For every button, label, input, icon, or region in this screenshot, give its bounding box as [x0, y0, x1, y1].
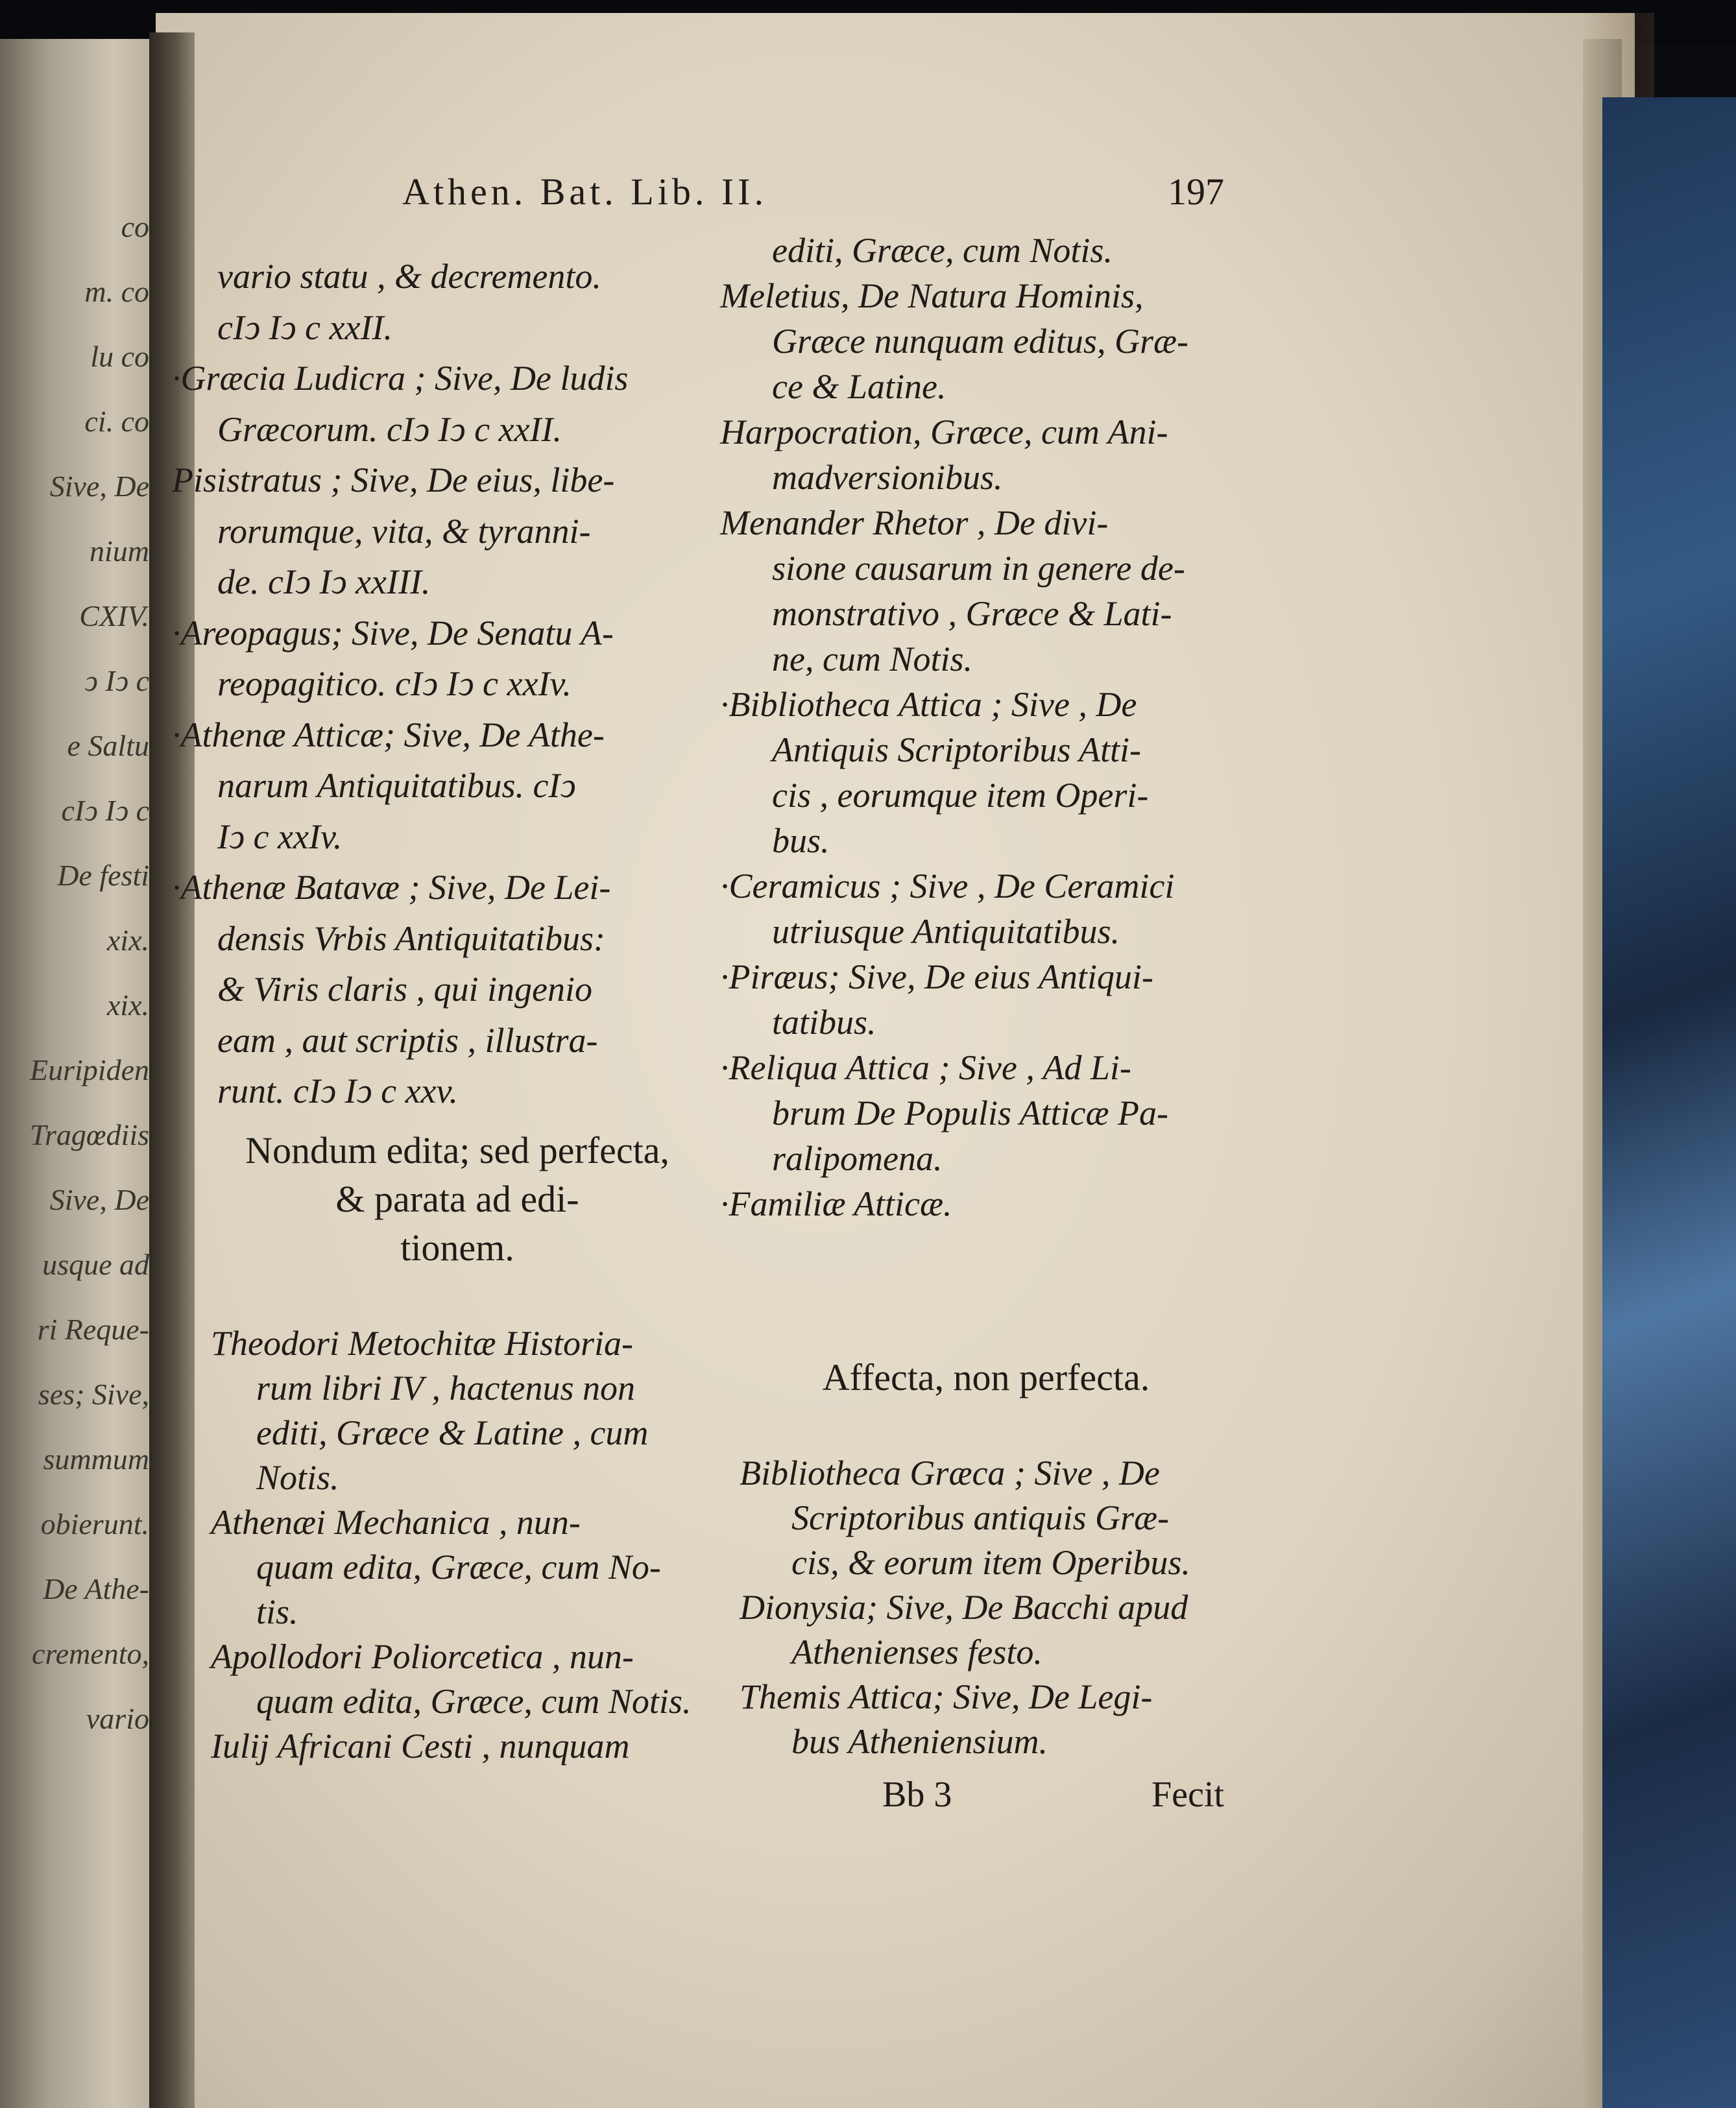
entry-line: monstrativo , Græce & Lati- — [772, 594, 1172, 633]
left-page-fragment: cremento, — [32, 1637, 149, 1670]
entry-line: Græce nunquam editus, Græ- — [772, 322, 1188, 361]
entry-line: Notis. — [256, 1458, 339, 1497]
entry-line: Theodori Metochitæ Historia- — [211, 1324, 633, 1363]
left-page-fragment: CXIV. — [79, 599, 149, 632]
entry-line: rorumque, vita, & tyranni- — [217, 511, 591, 551]
entry-line: quam edita, Græce, cum Notis. — [256, 1682, 692, 1721]
entry-line: eam , aut scriptis , illustra- — [217, 1020, 598, 1060]
entry-line: & Viris claris , qui ingenio — [217, 970, 592, 1009]
entry-line: Scriptoribus antiquis Græ- — [791, 1498, 1170, 1537]
entry-line: editi, Græce & Latine , cum — [256, 1413, 649, 1452]
entry-line: ne, cum Notis. — [772, 640, 972, 678]
left-page-fragment: ↄ Iↄ c — [84, 664, 149, 697]
left-page-fragment: ri Reque- — [37, 1313, 149, 1346]
left-page-fragment: ci. co — [84, 405, 149, 438]
entry-line: ralipomena. — [772, 1139, 943, 1178]
entry-line: editi, Græce, cum Notis. — [772, 231, 1113, 270]
entry-line: runt. cIↄ Iↄ c xxv. — [217, 1072, 458, 1110]
entry-line: densis Vrbis Antiquitatibus: — [217, 918, 606, 958]
left-page-fragment: Euripiden — [30, 1053, 149, 1086]
section-heading-unpublished-line-1: Nondum edita; sed perfecta, — [245, 1129, 669, 1171]
entry-line: Iↄ c xxIv. — [217, 817, 343, 856]
running-title: Athen. Bat. Lib. II. — [402, 171, 767, 213]
left-page-fragment: co — [121, 210, 149, 243]
left-page-fragment: De Athe- — [43, 1572, 149, 1605]
entry-line: Apollodori Poliorcetica , nun- — [211, 1637, 634, 1676]
entry-line: ·Athenæ Batavæ ; Sive, De Lei- — [172, 868, 611, 907]
entry-line: Iulij Africani Cesti , nunquam — [211, 1727, 630, 1766]
catchword: Fecit — [1151, 1775, 1224, 1815]
entry-line: Dionysia; Sive, De Bacchi apud — [740, 1588, 1188, 1627]
entry-line: cis, & eorum item Operibus. — [791, 1543, 1190, 1582]
entry-line: bus Atheniensium. — [791, 1722, 1048, 1761]
entry-line: Pisistratus ; Sive, De eius, libe- — [172, 461, 615, 499]
entry-line: ·Bibliotheca Attica ; Sive , De — [720, 685, 1137, 724]
page-number: 197 — [1168, 171, 1224, 213]
entry-line: ce & Latine. — [772, 367, 946, 406]
entry-line: narum Antiquitatibus. cIↄ — [217, 766, 576, 805]
left-page-fragment: m. co — [84, 275, 149, 308]
entry-line: cis , eorumque item Operi- — [772, 776, 1149, 815]
left-page-fragment: vario — [86, 1702, 149, 1735]
section-heading-unfinished: Affecta, non perfecta. — [822, 1356, 1150, 1398]
entry-line: de. cIↄ Iↄ xxIII. — [217, 562, 431, 601]
entry-line: Græcorum. cIↄ Iↄ c xxII. — [217, 409, 562, 449]
entry-line: Harpocration, Græce, cum Ani- — [720, 413, 1168, 451]
signature-mark: Bb 3 — [882, 1775, 952, 1815]
entry-line: quam edita, Græce, cum No- — [256, 1548, 661, 1587]
entry-line: Antiquis Scriptoribus Atti- — [772, 730, 1142, 769]
left-page-fragment: Sive, De — [49, 1183, 149, 1216]
left-page-fragment: xix. — [106, 988, 149, 1022]
left-page-fragment: lu co — [90, 340, 149, 373]
entry-line: Bibliotheca Græca ; Sive , De — [740, 1454, 1160, 1492]
left-page-fragment: cIↄ Iↄ c — [61, 794, 149, 827]
entry-line: Themis Attica; Sive, De Legi- — [740, 1677, 1153, 1716]
entry-line: sione causarum in genere de- — [772, 549, 1185, 588]
section-heading-unpublished-line-3: tionem. — [400, 1227, 514, 1269]
entry-line: ·Familiæ Atticæ. — [720, 1184, 952, 1223]
left-page-fragment: e Saltu — [67, 729, 149, 762]
section-heading-unpublished-line-2: & parata ad edi- — [335, 1178, 579, 1220]
marbled-cover — [1602, 97, 1736, 2108]
left-page-fragment: De festi — [57, 859, 149, 892]
left-page-fragment: nium — [90, 534, 149, 568]
entry-line: ·Areopagus; Sive, De Senatu A- — [172, 613, 614, 653]
entry-line: Athenienses festo. — [791, 1633, 1043, 1671]
left-page-fragment: ses; Sive, — [38, 1378, 149, 1411]
entry-line: ·Athenæ Atticæ; Sive, De Athe- — [172, 715, 605, 754]
left-page-fragment: xix. — [106, 924, 149, 957]
left-page-fragment: usque ad — [42, 1248, 149, 1281]
entry-line: reopagitico. cIↄ Iↄ c xxIv. — [217, 664, 572, 703]
entry-line: ·Græcia Ludicra ; Sive, De ludis — [172, 359, 629, 398]
entry-line: ·Ceramicus ; Sive , De Ceramici — [720, 867, 1175, 905]
entry-line: utriusque Antiquitatibus. — [772, 912, 1120, 951]
entry-line: cIↄ Iↄ c xxII. — [217, 307, 392, 347]
entry-line: brum De Populis Atticæ Pa- — [772, 1094, 1168, 1132]
entry-line: vario statu , & decremento. — [217, 257, 601, 296]
entry-line: madversionibus. — [772, 458, 1003, 497]
entry-line: bus. — [772, 821, 830, 860]
entry-line: Menander Rhetor , De divi- — [720, 503, 1109, 542]
entry-line: ·Piræus; Sive, De eius Antiqui- — [720, 957, 1153, 996]
entry-line: ·Reliqua Attica ; Sive , Ad Li- — [720, 1048, 1131, 1087]
entry-line: Athenæi Mechanica , nun- — [211, 1503, 581, 1542]
entry-line: tis. — [256, 1592, 298, 1631]
entry-line: Meletius, De Natura Hominis, — [720, 276, 1144, 315]
entry-line: tatibus. — [772, 1003, 876, 1042]
left-page-fragment: Sive, De — [49, 470, 149, 503]
entry-line: rum libri IV , hactenus non — [256, 1369, 635, 1407]
left-page-fragment: Tragœdiis — [29, 1118, 149, 1151]
left-page-fragment: obierunt. — [40, 1507, 149, 1540]
book-gutter — [149, 32, 195, 2108]
left-page-text — [0, 195, 149, 1881]
left-page-fragment: summum — [43, 1443, 149, 1476]
